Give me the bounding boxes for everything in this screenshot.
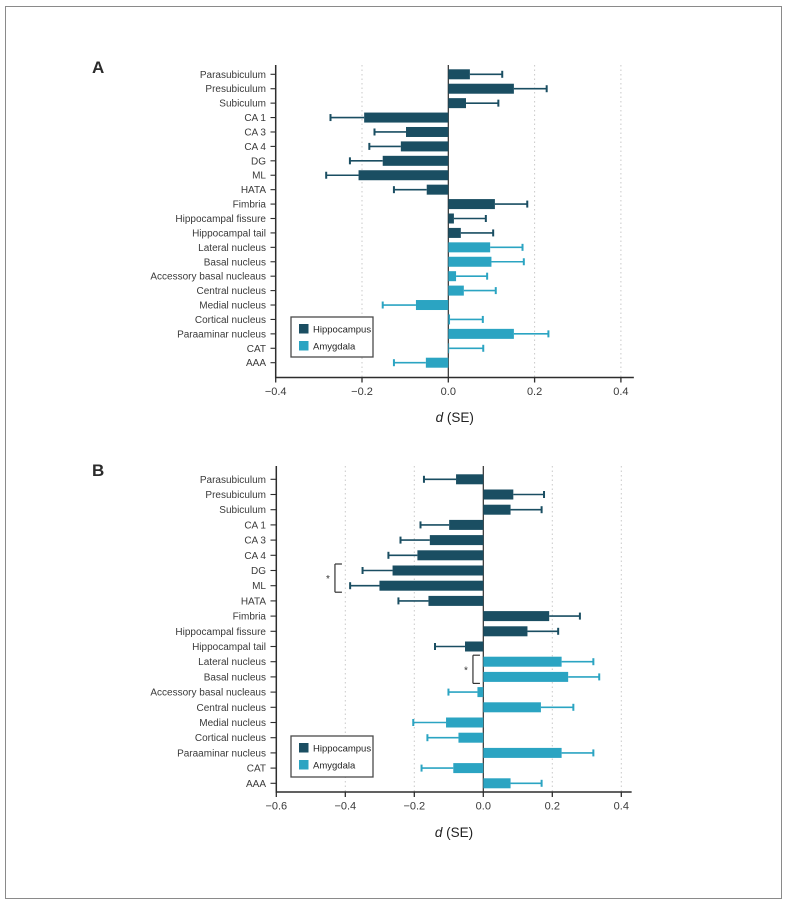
- bar-amygdala: [448, 242, 490, 252]
- legend-swatch-amygdala: [299, 760, 309, 770]
- row-label: ML: [252, 581, 266, 593]
- bar-amygdala: [448, 257, 491, 267]
- row-label: Medial nucleus: [199, 718, 266, 729]
- panel-b-label: B: [92, 461, 105, 480]
- row-label: AAA: [245, 778, 266, 790]
- row-label: HATA: [240, 596, 266, 608]
- row-label: CA 3: [244, 535, 266, 547]
- x-tick-label: 0.0: [440, 386, 456, 398]
- row-label: Central nucleus: [196, 286, 266, 298]
- panel-B: [150, 466, 631, 840]
- bar-amygdala: [483, 657, 561, 667]
- x-tick-label: −0.6: [265, 800, 288, 813]
- bar-amygdala: [448, 329, 514, 339]
- row-label: Fimbria: [232, 611, 266, 623]
- row-label: Cortical nucleus: [194, 314, 266, 326]
- bar-amygdala: [477, 687, 483, 697]
- row-label: Subiculum: [219, 505, 266, 517]
- row-label: CA 4: [244, 141, 266, 153]
- x-tick-label: 0.4: [613, 800, 629, 813]
- bar-hippocampus: [359, 170, 449, 180]
- x-tick-label: −0.4: [264, 386, 287, 398]
- bar-hippocampus: [428, 596, 483, 606]
- x-tick-label: 0.2: [544, 800, 560, 813]
- row-label: Paraaminar nucleus: [177, 329, 266, 341]
- row-label: AAA: [245, 358, 266, 370]
- row-label: Central nucleus: [196, 702, 266, 714]
- row-label: Accessory basal nucleaus: [150, 271, 266, 283]
- row-label: Parasubiculum: [199, 69, 266, 81]
- bar-hippocampus: [393, 566, 484, 576]
- x-tick-label: −0.4: [334, 800, 357, 813]
- bar-hippocampus: [448, 214, 454, 224]
- row-label: Hippocampal fissure: [175, 626, 266, 638]
- row-label: CA 1: [244, 520, 266, 532]
- row-label: DG: [251, 566, 266, 577]
- row-label: CAT: [246, 763, 266, 775]
- row-label: CA 3: [244, 127, 266, 139]
- bar-hippocampus: [364, 113, 448, 123]
- row-label: Basal nucleus: [203, 257, 266, 269]
- panel-A: [150, 65, 633, 425]
- row-label: Hippocampal fissure: [175, 214, 266, 225]
- bar-amygdala: [483, 702, 541, 712]
- bar-hippocampus: [448, 199, 495, 209]
- bar-amygdala: [453, 763, 483, 773]
- panel-a-label: A: [92, 58, 105, 77]
- bar-amygdala: [426, 358, 448, 368]
- legend-swatch-hippocampus: [299, 324, 309, 334]
- row-label: CA 1: [244, 113, 266, 125]
- row-label: CA 4: [244, 550, 266, 562]
- row-label: ML: [252, 170, 266, 182]
- bar-amygdala: [483, 748, 561, 758]
- bar-amygdala: [483, 778, 510, 788]
- row-label: Parasubiculum: [199, 474, 266, 486]
- legend-label: Amygdala: [313, 760, 356, 772]
- legend-swatch-hippocampus: [299, 743, 309, 753]
- row-label: Subiculum: [219, 98, 266, 110]
- x-axis-title: d (SE): [434, 825, 474, 840]
- bar-amygdala: [458, 733, 483, 743]
- bar-hippocampus: [483, 626, 527, 636]
- bar-hippocampus: [449, 520, 483, 530]
- row-label: Presubiculum: [205, 84, 266, 96]
- row-label: Presubiculum: [205, 490, 266, 501]
- bar-hippocampus: [379, 581, 483, 591]
- bar-hippocampus: [448, 228, 461, 238]
- x-tick-label: −0.2: [351, 386, 373, 398]
- bar-amygdala: [448, 271, 456, 281]
- bar-amygdala: [448, 343, 449, 353]
- row-label: Basal nucleus: [203, 672, 266, 684]
- bar-hippocampus: [465, 642, 483, 652]
- bar-amygdala: [448, 314, 450, 324]
- legend-label: Hippocampus: [313, 324, 372, 336]
- bar-hippocampus: [448, 98, 466, 108]
- bar-hippocampus: [406, 127, 448, 137]
- bar-hippocampus: [448, 69, 470, 79]
- row-label: HATA: [240, 185, 266, 197]
- x-tick-label: 0.4: [613, 386, 629, 398]
- row-label: Lateral nucleus: [198, 242, 266, 254]
- legend: [291, 736, 373, 777]
- significance-bracket: [326, 564, 342, 592]
- significance-asterisk: *: [463, 665, 468, 677]
- legend-label: Hippocampus: [313, 743, 372, 755]
- bar-amygdala: [448, 286, 464, 296]
- x-tick-label: 0.0: [475, 800, 491, 813]
- significance-asterisk: *: [325, 574, 330, 586]
- bar-amygdala: [416, 300, 448, 310]
- bar-hippocampus: [483, 611, 549, 621]
- x-tick-label: 0.2: [526, 386, 543, 398]
- bar-hippocampus: [483, 505, 510, 515]
- bar-hippocampus: [430, 535, 483, 545]
- row-label: Paraaminar nucleus: [177, 748, 266, 760]
- row-label: Accessory basal nucleaus: [150, 687, 266, 699]
- legend-label: Amygdala: [313, 341, 356, 353]
- bar-hippocampus: [417, 550, 483, 560]
- bar-hippocampus: [483, 490, 513, 500]
- row-label: DG: [251, 156, 266, 168]
- bar-hippocampus: [427, 185, 449, 195]
- bar-hippocampus: [448, 84, 514, 94]
- row-label: Hippocampal tail: [192, 642, 266, 653]
- row-label: Lateral nucleus: [198, 657, 266, 669]
- row-label: Cortical nucleus: [194, 733, 266, 745]
- x-axis-title: d (SE): [435, 410, 474, 425]
- row-label: Fimbria: [232, 199, 266, 211]
- legend-swatch-amygdala: [299, 341, 309, 351]
- row-label: CAT: [246, 343, 266, 355]
- significance-bracket: [464, 655, 480, 683]
- bar-amygdala: [483, 672, 568, 682]
- bar-amygdala: [446, 718, 483, 728]
- legend: [291, 317, 373, 357]
- row-label: Hippocampal tail: [192, 228, 266, 240]
- bar-hippocampus: [401, 141, 448, 151]
- bar-hippocampus: [456, 474, 483, 484]
- row-label: Medial nucleus: [199, 300, 266, 312]
- bar-hippocampus: [383, 156, 449, 166]
- x-tick-label: −0.2: [403, 800, 426, 813]
